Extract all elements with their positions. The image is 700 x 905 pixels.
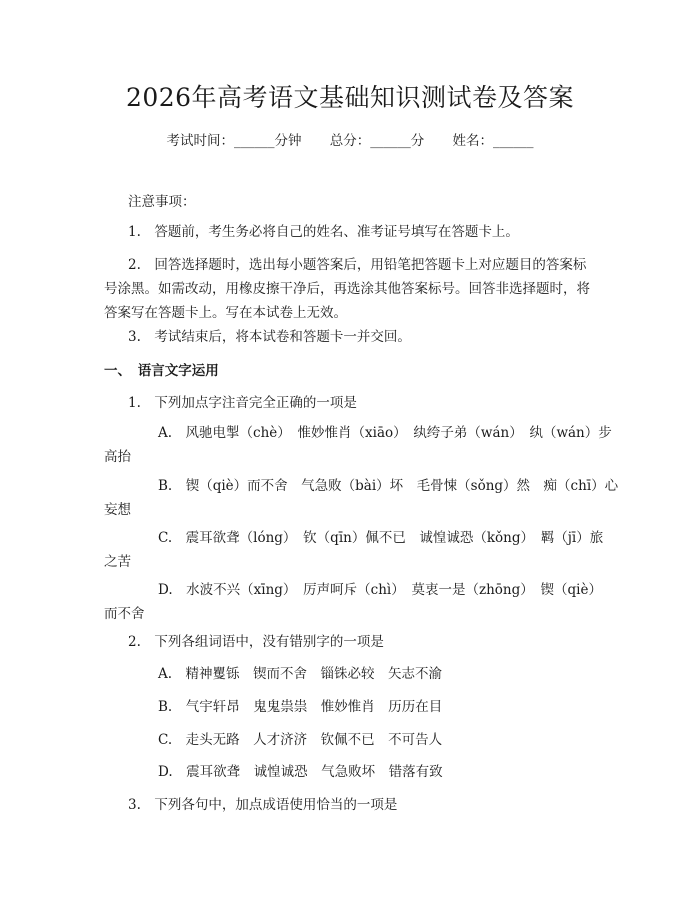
student-name-field: 姓名：______ <box>452 133 534 149</box>
question-2-stem: 2. 下列各组词语中，没有错别字的一项是 <box>128 634 384 650</box>
question-2-option-a: A. 精神矍铄 锲而不舍 锱铢必较 矢志不渝 <box>158 666 443 682</box>
question-2-option-c: C. 走头无路 人才济济 钦佩不已 不可告人 <box>158 732 443 748</box>
question-1-option-b <box>104 474 619 522</box>
notice-item-3: 3. 考试结束后，将本试卷和答题卡一并交回。 <box>128 329 411 345</box>
question-1-option-c-line-2: 之苦 <box>104 554 131 570</box>
exam-info-line <box>0 131 700 151</box>
question-1-option-d <box>104 578 602 626</box>
question-1-option-a-line-2: 高抬 <box>104 449 131 465</box>
question-2-option-b: B. 气宇轩昂 鬼鬼祟祟 惟妙惟肖 历历在目 <box>158 699 443 715</box>
question-1-option-d-line-1: D. 水波不兴（xīng） 厉声呵斥（chì） 莫衷一是（zhōng） 锲（qiè） <box>158 582 602 598</box>
question-1-option-a <box>104 421 612 469</box>
notice-item-1: 1. 答题前，考生务必将自己的姓名、准考证号填写在答题卡上。 <box>128 224 519 240</box>
notice-item-2 <box>104 253 598 325</box>
question-1-option-c <box>104 526 604 574</box>
notice-item-2-line-2: 号涂黑。如需改动，用橡皮擦干净后，再选涂其他答案标号。回答非选择题时，将 <box>104 281 590 297</box>
question-1-option-b-line-2: 妄想 <box>104 502 131 518</box>
total-score-field: 总分：______分 <box>329 133 425 149</box>
section-heading-1: 一、 语言文字运用 <box>104 363 219 379</box>
notice-heading: 注意事项： <box>128 194 196 210</box>
question-1-option-d-line-2: 而不舍 <box>104 606 145 622</box>
page-title: 2026年高考语文基础知识测试卷及答案 <box>125 83 575 112</box>
question-3-stem: 3. 下列各句中，加点成语使用恰当的一项是 <box>128 797 398 813</box>
question-1-option-c-line-1: C. 震耳欲聋（lóng） 钦（qīn）佩不已 诚惶诚恐（kǒng） 羁（jī）旅 <box>158 530 604 546</box>
exam-time-field: 考试时间：______分钟 <box>166 133 302 149</box>
question-1-option-b-line-1: B. 锲（qiè）而不舍 气急败（bài）坏 毛骨悚（sǒng）然 痴（chī）心 <box>158 478 619 494</box>
notice-item-2-line-1: 2. 回答选择题时，选出每小题答案后，用铅笔把答题卡上对应题目的答案标 <box>128 257 587 273</box>
question-1-stem: 1. 下列加点字注音完全正确的一项是 <box>128 395 357 411</box>
question-1-option-a-line-1: A. 风驰电掣（chè） 惟妙惟肖（xiāo） 纨绔子弟（wán） 纨（wán）步 <box>158 425 612 441</box>
question-2-option-d: D. 震耳欲聋 诚惶诚恐 气急败坏 错落有致 <box>158 764 443 780</box>
notice-item-2-line-3: 答案写在答题卡上。写在本试卷上无效。 <box>104 305 347 321</box>
